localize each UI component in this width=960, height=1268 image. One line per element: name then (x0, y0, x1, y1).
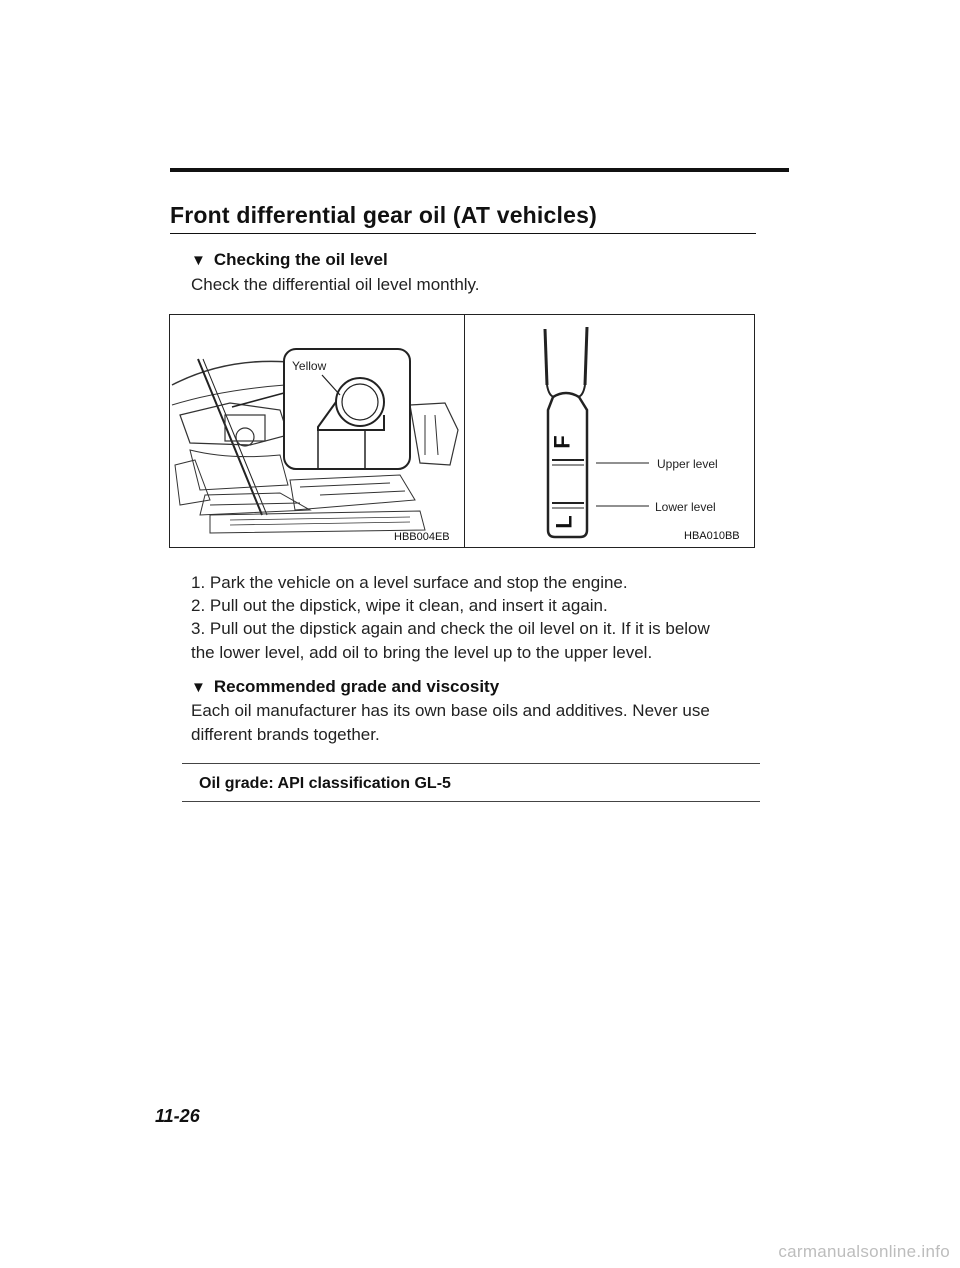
section-text-grade-line1: Each oil manufacturer has its own base oils and additives. Never use (191, 701, 710, 720)
spec-top-rule (182, 763, 760, 764)
engine-bay-illustration (170, 315, 464, 548)
triangle-bullet-icon: ▼ (191, 679, 206, 696)
section-text-grade-line2: different brands together. (191, 725, 380, 744)
oil-grade-spec: Oil grade: API classification GL-5 (199, 775, 451, 792)
step-3: 3. Pull out the dipstick again and check the oil level on it. If it is below (191, 619, 710, 638)
step-2: 2. Pull out the dipstick, wipe it clean, and insert it again. (191, 596, 608, 615)
dipstick-figure (169, 314, 755, 548)
page-number: 11-26 (155, 1106, 200, 1126)
callout-label-yellow: Yellow (292, 359, 327, 373)
section-heading-grade: ▼ Recommended grade and viscosity (191, 677, 500, 696)
section-text-oil-level: Check the differential oil level monthly. (191, 275, 480, 294)
lower-level-label: Lower level (655, 500, 716, 514)
dipstick-mark-l: L (551, 515, 577, 529)
step-3-continued: the lower level, add oil to bring the level up to the upper level. (191, 643, 653, 662)
upper-level-label: Upper level (657, 457, 718, 471)
step-1: 1. Park the vehicle on a level surface and stop the engine. (191, 573, 628, 592)
spec-bottom-rule (182, 801, 760, 802)
page-title: Front differential gear oil (AT vehicles) (170, 202, 597, 228)
figure-code-right: HBA010BB (684, 530, 740, 542)
section-heading-oil-level: ▼ Checking the oil level (191, 250, 388, 269)
dipstick-mark-f: F (549, 435, 575, 449)
figure-code-left: HBB004EB (394, 531, 450, 543)
triangle-bullet-icon: ▼ (191, 252, 206, 269)
top-rule (170, 168, 789, 172)
title-underline (170, 233, 756, 234)
watermark: carmanualsonline.info (778, 1242, 950, 1261)
